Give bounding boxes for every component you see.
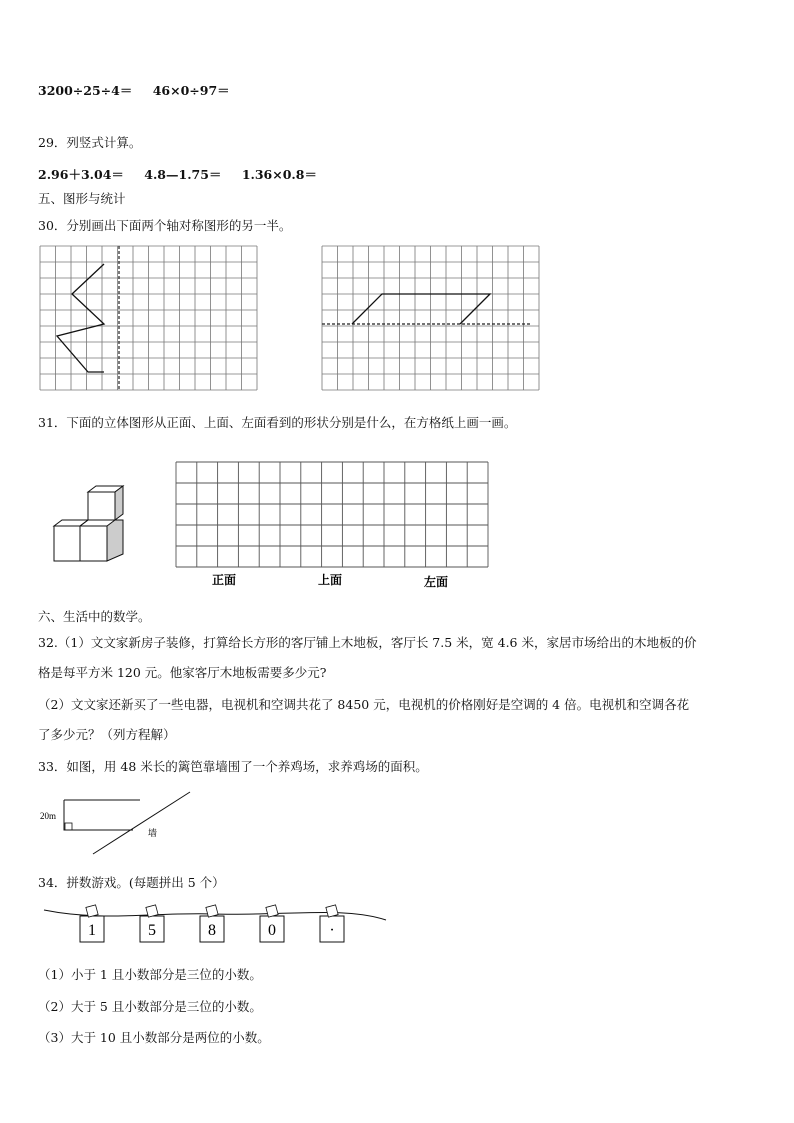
- q29-expr2: 4.8—1.75＝: [144, 167, 222, 182]
- q30-right-grid: [322, 246, 542, 392]
- q28-expr2: 46×0÷97＝: [152, 83, 230, 98]
- q28-expressions: [38, 82, 230, 100]
- number-card: [200, 905, 224, 942]
- clip-icon: [146, 905, 158, 917]
- q32-p1-line2: 格是每平方米 120 元。他家客厅木地板需要多少元?: [38, 665, 327, 680]
- q30-title: 30．分别画出下面两个轴对称图形的另一半。: [38, 218, 292, 233]
- q32-p1-line1: 32.（1）文文家新房子装修，打算给长方形的客厅铺上木地板，客厅长 7.5 米，宽 4.6 米，家居市场给出的木地板的价: [38, 635, 697, 650]
- section6-heading: 六、生活中的数学。: [38, 609, 151, 624]
- q34-title: 34．拼数游戏。(每题拼出 5 个）: [38, 875, 225, 890]
- q28-expr1: 3200÷25÷4＝: [38, 83, 133, 98]
- q31-label-front: 正面: [212, 573, 237, 587]
- q32-p2-line2: 了多少元？（列方程解）: [38, 727, 176, 742]
- section5-heading: 五、图形与统计: [38, 191, 126, 206]
- q33-title: 33．如图，用 48 米长的篱笆靠墙围了一个养鸡场，求养鸡场的面积。: [38, 759, 428, 774]
- number-card: [80, 905, 104, 942]
- q34-item-2: （2）大于 5 且小数部分是三位的小数。: [38, 999, 262, 1014]
- q34-item-1: （1）小于 1 且小数部分是三位的小数。: [38, 967, 262, 982]
- q34-item-3: （3）大于 10 且小数部分是两位的小数。: [38, 1030, 270, 1045]
- q33-diagram: [38, 788, 198, 858]
- q34-cards: [44, 902, 389, 952]
- clip-icon: [326, 905, 338, 917]
- q31-grid: [176, 462, 490, 592]
- card-digit: 0: [268, 922, 276, 939]
- q31-label-left: 左面: [424, 575, 449, 589]
- q32-p2-line1: （2）文文家还新买了一些电器，电视机和空调共花了 8450 元，电视机的价格刚好是空调的 4 倍。电视机和空调各花: [38, 697, 690, 712]
- number-card: [320, 905, 344, 942]
- q30-left-figure: [57, 264, 104, 372]
- q29-title: 29．列竖式计算。: [38, 135, 142, 150]
- clip-icon: [266, 905, 278, 917]
- q31-cube-figure: [50, 486, 130, 566]
- clip-icon: [86, 905, 98, 917]
- q31-title: 31．下面的立体图形从正面、上面、左面看到的形状分别是什么，在方格纸上画一画。: [38, 415, 517, 430]
- card-digit: 8: [208, 922, 216, 939]
- q30-right-figure: [352, 294, 490, 324]
- q30-left-grid: [40, 246, 260, 392]
- card-digit: 1: [88, 922, 96, 939]
- number-card: [140, 905, 164, 942]
- q29-expr3: 1.36×0.8＝: [241, 167, 317, 182]
- q29-expressions: [38, 166, 317, 184]
- q31-label-top: 上面: [318, 573, 343, 587]
- right-angle-mark: [65, 823, 72, 830]
- q33-side-label: 20m: [40, 811, 57, 821]
- card-digit: 5: [148, 922, 156, 939]
- q29-expr1: 2.96＋3.04＝: [38, 167, 124, 182]
- number-card: [260, 905, 284, 942]
- clip-icon: [206, 905, 218, 917]
- card-digit: ·: [329, 922, 335, 939]
- q33-wall-label: 墙: [148, 828, 158, 838]
